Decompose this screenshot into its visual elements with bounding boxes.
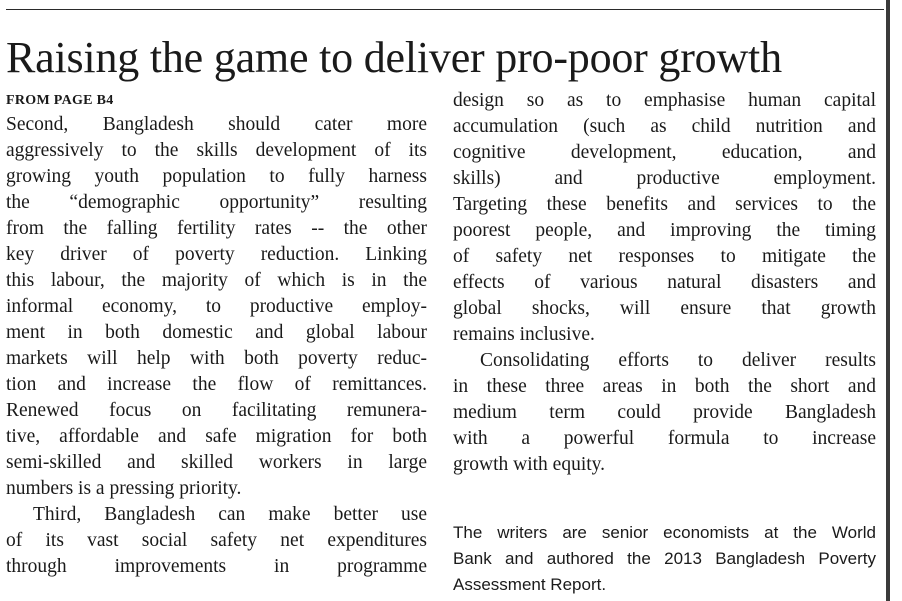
top-rule	[6, 9, 884, 10]
text-line: effects of various natural disasters and	[453, 272, 876, 293]
text-line: Consolidating efforts to deliver results	[480, 350, 876, 371]
text-line: from the falling fertility rates -- the other	[6, 218, 427, 239]
author-credit	[453, 520, 876, 598]
from-page-label: FROM PAGE B4	[6, 93, 114, 108]
text-line: ment in both domestic and global labour	[6, 322, 427, 343]
page-edge-border	[886, 0, 890, 601]
text-line: semi-skilled and skilled workers in large	[6, 452, 427, 473]
text-line: through improvements in programme	[6, 556, 427, 577]
text-line: Renewed focus on facilitating remunera-	[6, 400, 427, 421]
text-line: poorest people, and improving the timing	[453, 220, 876, 241]
text-line: remains inclusive.	[453, 324, 595, 345]
credit-line: Bank and authored the 2013 Bangladesh Poverty	[453, 549, 876, 568]
text-line: with a powerful formula to increase	[453, 428, 876, 449]
text-line: markets will help with both poverty reduc-	[6, 348, 427, 369]
text-line: Third, Bangladesh can make better use	[33, 504, 427, 525]
credit-line: The writers are senior economists at the World	[453, 523, 876, 542]
article-column-left	[6, 112, 427, 580]
text-line: this labour, the majority of which is in the	[6, 270, 427, 291]
text-line: Targeting these benefits and services to the	[453, 194, 876, 215]
text-line: tive, affordable and safe migration for both	[6, 426, 427, 447]
text-line: growth with equity.	[453, 454, 606, 475]
credit-line: Assessment Report.	[453, 575, 607, 594]
text-line: of safety net responses to mitigate the	[453, 246, 876, 267]
text-line: aggressively to the skills development of its	[6, 140, 427, 161]
text-line: informal economy, to productive employ-	[6, 296, 427, 317]
text-line: growing youth population to fully harness	[6, 166, 427, 187]
text-line: numbers is a pressing priority.	[6, 478, 242, 499]
text-line: accumulation (such as child nutrition and	[453, 116, 876, 137]
text-line: tion and increase the flow of remittances.	[6, 374, 427, 395]
text-line: the “demographic opportunity” resulting	[6, 192, 427, 213]
article-headline: Raising the game to deliver pro-poor growth	[6, 33, 782, 82]
text-line: medium term could provide Bangladesh	[453, 402, 876, 423]
text-line: of its vast social safety net expenditures	[6, 530, 427, 551]
text-line: key driver of poverty reduction. Linking	[6, 244, 427, 265]
text-line: global shocks, will ensure that growth	[453, 298, 876, 319]
text-line: skills) and productive employment.	[453, 168, 876, 189]
article-column-right	[453, 88, 876, 478]
text-line: design so as to emphasise human capital	[453, 90, 876, 111]
text-line: Second, Bangladesh should cater more	[6, 114, 427, 135]
text-line: cognitive development, education, and	[453, 142, 876, 163]
text-line: in these three areas in both the short and	[453, 376, 876, 397]
